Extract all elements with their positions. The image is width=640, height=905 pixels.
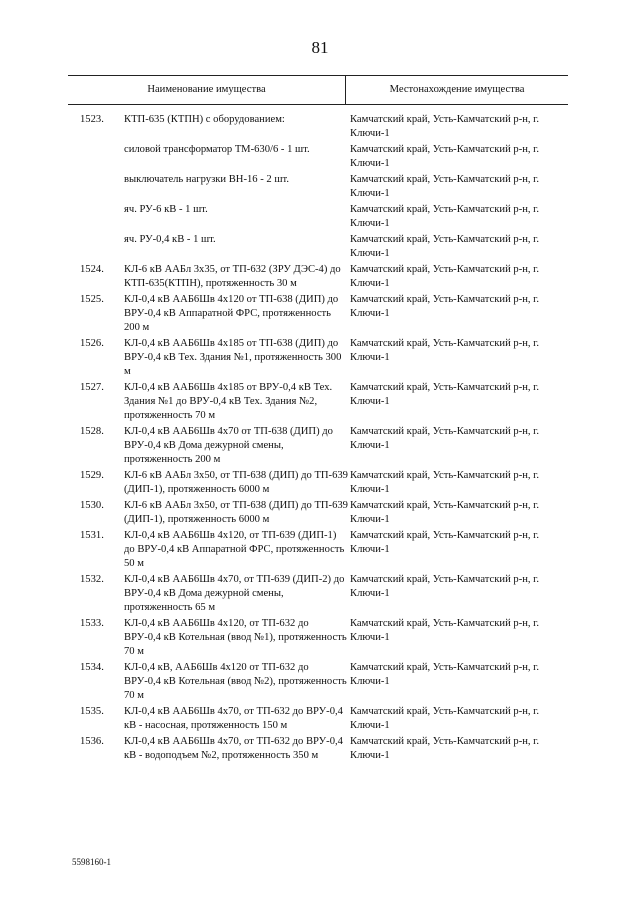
column-header-location: Местонахождение имущества [389,84,525,95]
row-location: Камчатский край, Усть-Камчатский р-н, г. Ключи-1 [350,618,539,643]
row-description: КЛ-6 кВ ААБл 3х50, от ТП-638 (ДИП) до ТП-639 (ДИП-1), протяженность 6000 м [124,500,348,525]
row-number: 1533. [80,618,104,629]
table-row [0,233,640,261]
row-description: выключатель нагрузки ВН-16 - 2 шт. [124,174,289,185]
row-number: 1523. [80,114,104,125]
row-description: КЛ-0,4 кВ ААБ6Шв 4х70, от ТП-639 (ДИП-2) до ВРУ-0,4 кВ Дома дежурной смены, протяженность 65 м [124,574,345,613]
row-description: КЛ-0,4 кВ, ААБ6Шв 4х120 от ТП-632 до ВРУ-0,4 кВ Котельная (ввод №2), протяженность 70 м [124,662,347,701]
row-number: 1535. [80,706,104,717]
row-location: Камчатский край, Усть-Камчатский р-н, г. Ключи-1 [350,736,539,761]
row-location: Камчатский край, Усть-Камчатский р-н, г. Ключи-1 [350,530,539,555]
row-number [80,203,120,231]
row-description: КЛ-0,4 кВ ААБ6Шв 4х185 от ТП-638 (ДИП) до ВРУ-0,4 кВ Тех. Здания №1, протяженность 300 м [124,338,342,377]
row-number: 1528. [80,426,104,437]
row-description: КЛ-0,4 кВ ААБ6Шв 4х70, от ТП-632 до ВРУ-0,4 кВ - насосная, протяженность 150 м [124,706,343,731]
row-location: Камчатский край, Усть-Камчатский р-н, г. Ключи-1 [350,662,539,687]
table-row [0,203,640,231]
row-description: яч. РУ-0,4 кВ - 1 шт. [124,234,216,245]
row-location: Камчатский край, Усть-Камчатский р-н, г. Ключи-1 [350,144,539,169]
table-row [0,381,640,423]
row-number: 1531. [80,530,104,541]
row-number: 1534. [80,662,104,673]
row-number: 1526. [80,338,104,349]
table-header [68,75,568,105]
row-number: 1536. [80,736,104,747]
row-number [80,143,120,171]
table-row [0,293,640,335]
row-description: КТП-635 (КТПН) с оборудованием: [124,114,285,125]
row-location: Камчатский край, Усть-Камчатский р-н, г. Ключи-1 [350,470,539,495]
row-location: Камчатский край, Усть-Камчатский р-н, г. Ключи-1 [350,294,539,319]
row-description: КЛ-6 кВ ААБл 3х50, от ТП-638 (ДИП) до ТП-639 (ДИП-1), протяженность 6000 м [124,470,348,495]
table-row [0,573,640,615]
table-row [0,499,640,527]
table-row [0,661,640,703]
row-location: Камчатский край, Усть-Камчатский р-н, г. Ключи-1 [350,174,539,199]
row-description: силовой трансформатор ТМ-630/6 - 1 шт. [124,144,310,155]
row-number: 1524. [80,264,104,275]
table-row [0,425,640,467]
table-row [0,143,640,171]
row-description: КЛ-0,4 кВ ААБ6Шв 4х70, от ТП-632 до ВРУ-0,4 кВ - водоподъем №2, протяженность 350 м [124,736,343,761]
row-description: яч. РУ-6 кВ - 1 шт. [124,204,208,215]
column-header-name: Наименование имущества [147,84,266,95]
row-location: Камчатский край, Усть-Камчатский р-н, г. Ключи-1 [350,426,539,451]
row-number [80,233,120,261]
table-body [0,113,640,763]
row-location: Камчатский край, Усть-Камчатский р-н, г. Ключи-1 [350,706,539,731]
row-number: 1530. [80,500,104,511]
row-number: 1527. [80,382,104,393]
row-location: Камчатский край, Усть-Камчатский р-н, г. Ключи-1 [350,338,539,363]
row-location: Камчатский край, Усть-Камчатский р-н, г. Ключи-1 [350,114,539,139]
row-number [80,173,120,201]
row-description: КЛ-0,4 кВ ААБ6Шв 4х185 от ВРУ-0,4 кВ Тех. Здания №1 до ВРУ-0,4 кВ Тех. Здания №2, протяженность 70 м [124,382,333,421]
table-row [0,617,640,659]
row-description: КЛ-0,4 кВ ААБ6Шв 4х70 от ТП-638 (ДИП) до ВРУ-0,4 кВ Дома дежурной смены, протяженность 200 м [124,426,333,465]
row-description: КЛ-6 кВ ААБл 3х35, от ТП-632 (ЗРУ ДЭС-4) до КТП-635(КТПН), протяженность 30 м [124,264,341,289]
row-location: Камчатский край, Усть-Камчатский р-н, г. Ключи-1 [350,234,539,259]
row-description: КЛ-0,4 кВ ААБ6Шв 4х120 от ТП-638 (ДИП) до ВРУ-0,4 кВ Аппаратной ФРС, протяженность 200 м [124,294,339,333]
table-row [0,735,640,763]
table-row [0,113,640,141]
row-number: 1532. [80,574,104,585]
row-description: КЛ-0,4 кВ ААБ6Шв 4х120, от ТП-639 (ДИП-1) до ВРУ-0,4 кВ Аппаратной ФРС, протяженность 50 м [124,530,345,569]
row-location: Камчатский край, Усть-Камчатский р-н, г. Ключи-1 [350,264,539,289]
table-row [0,173,640,201]
row-number: 1529. [80,470,104,481]
table-row [0,529,640,571]
row-location: Камчатский край, Усть-Камчатский р-н, г. Ключи-1 [350,500,539,525]
table-row [0,337,640,379]
page-number: 81 [311,38,329,57]
row-location: Камчатский край, Усть-Камчатский р-н, г. Ключи-1 [350,382,539,407]
row-description: КЛ-0,4 кВ ААБ6Шв 4х120, от ТП-632 до ВРУ-0,4 кВ Котельная (ввод №1), протяженность 70 м [124,618,347,657]
document-code: 5598160-1 [72,857,111,867]
table-row [0,705,640,733]
table-row [0,469,640,497]
row-location: Камчатский край, Усть-Камчатский р-н, г. Ключи-1 [350,574,539,599]
table-row [0,263,640,291]
row-number: 1525. [80,294,104,305]
row-location: Камчатский край, Усть-Камчатский р-н, г. Ключи-1 [350,204,539,229]
